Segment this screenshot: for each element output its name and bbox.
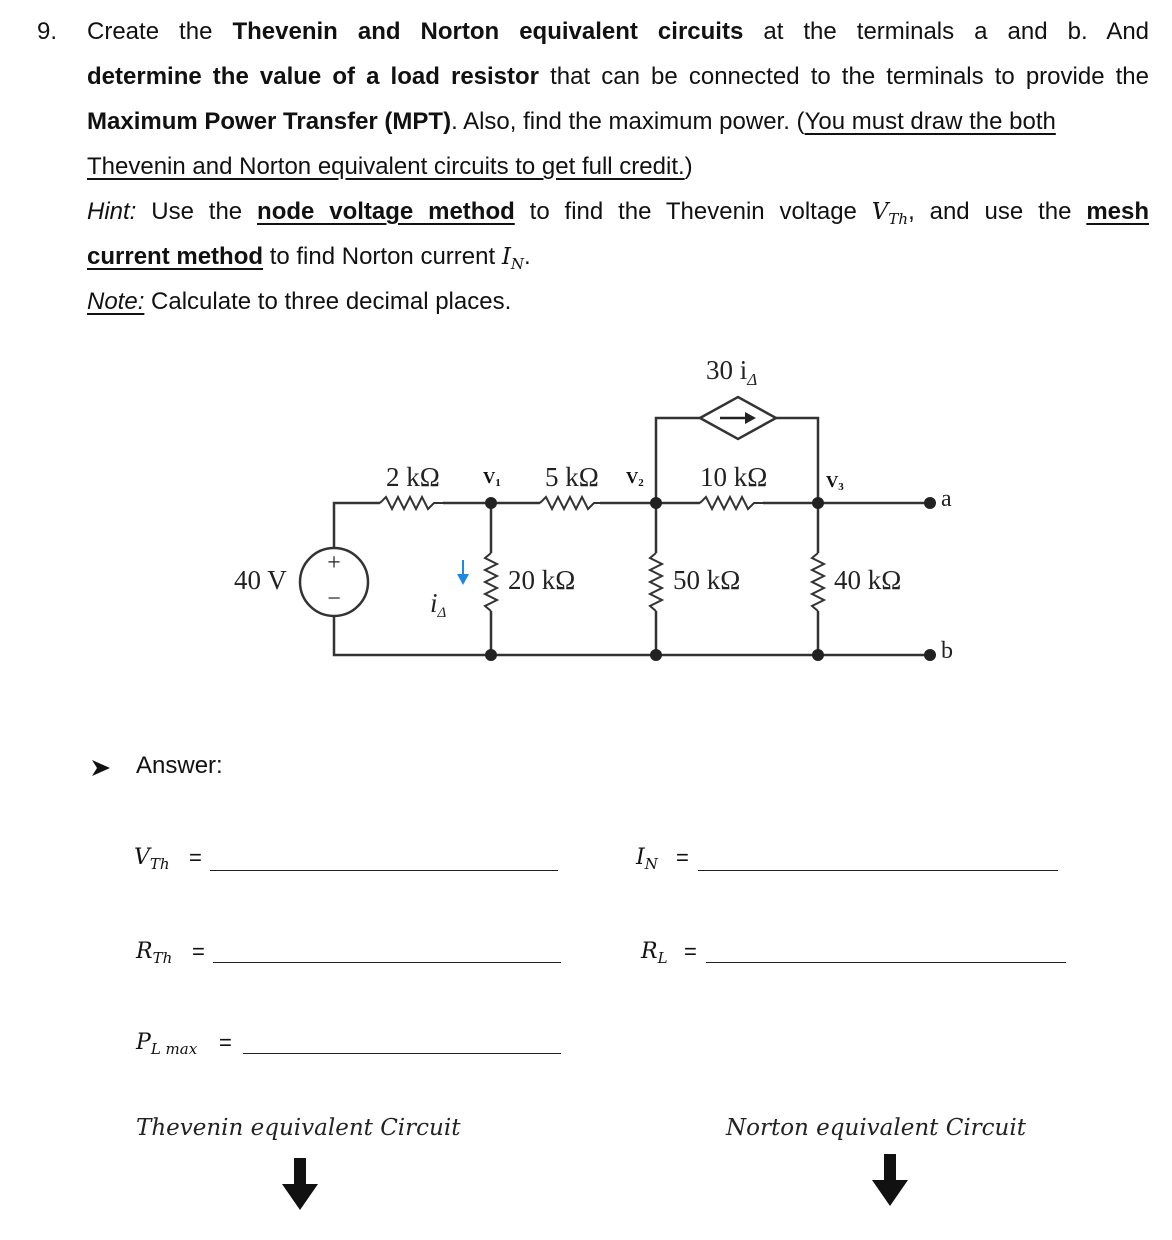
resistor-2k	[380, 497, 443, 509]
hint-line-1: Hint: Use the node voltage method to find the Thevenin voltage $V_{Th}$, and use the mesh	[87, 198, 1150, 228]
problem-line-3: Maximum Power Transfer (MPT). Also, find the maximum power. (You must draw the both	[87, 108, 1056, 135]
dependent-source-label: 30 $i_\Delta$	[706, 355, 758, 389]
note-line: Note: Calculate to three decimal places.	[87, 288, 512, 315]
resistor-10k	[700, 497, 763, 509]
resistor-5k	[540, 497, 600, 509]
norton-down-arrow-icon	[870, 1154, 910, 1208]
problem-number: 9.	[37, 18, 58, 45]
in-answer-blank[interactable]	[698, 870, 1058, 871]
plmax-equals: =	[219, 1030, 232, 1055]
problem-line-1: Create the Thevenin and Norton equivalent circuits at the terminals a and b. And	[87, 18, 1150, 45]
resistor-40k-label: 40 kΩ	[834, 565, 902, 595]
in-label: $I_N$	[636, 845, 658, 873]
bullet-arrow-icon	[90, 758, 114, 778]
thevenin-down-arrow-icon	[280, 1158, 320, 1212]
resistor-20k-label: 20 kΩ	[508, 565, 576, 595]
in-equals: =	[676, 845, 689, 870]
circuit-wires	[334, 418, 930, 655]
rl-equals: =	[684, 939, 697, 964]
hint-line-2: current method to find Norton current $I_N$.	[87, 243, 531, 273]
vth-answer-blank[interactable]	[210, 870, 558, 871]
rth-equals: =	[192, 939, 205, 964]
circuit-diagram	[0, 340, 1172, 700]
rl-label: $R_L$	[641, 939, 668, 967]
norton-caption: Norton equivalent Circuit	[726, 1115, 1026, 1141]
rth-answer-blank[interactable]	[213, 962, 561, 963]
arrow-down-icon	[457, 574, 469, 585]
rth-label: $R_{Th}$	[136, 939, 173, 967]
minus-sign: −	[327, 586, 341, 612]
problem-line-2: determine the value of a load resistor that can be connected to the terminals to provide the	[87, 63, 1150, 90]
rl-answer-blank[interactable]	[706, 962, 1066, 963]
problem-line-4: Thevenin and Norton equivalent circuits to get full credit.)	[87, 153, 693, 180]
resistor-10k-label: 10 kΩ	[700, 462, 768, 492]
vth-equals: =	[189, 845, 202, 870]
terminal-a-label: a	[941, 486, 952, 512]
node-v3-label: V3	[826, 472, 844, 493]
resistor-40k	[812, 553, 824, 611]
vth-label: $V_{Th}$	[134, 845, 170, 873]
resistor-2k-label: 2 kΩ	[386, 462, 440, 492]
node-v2-label: V2	[626, 468, 644, 489]
plmax-answer-blank[interactable]	[243, 1053, 561, 1054]
thevenin-caption: Thevenin equivalent Circuit	[136, 1115, 461, 1141]
plmax-label: $P_{L max}$	[136, 1030, 198, 1058]
current-i-delta-label: iΔ	[430, 588, 447, 621]
voltage-source-label: 40 V	[234, 565, 287, 595]
resistor-50k-label: 50 kΩ	[673, 565, 741, 595]
answer-heading: Answer:	[136, 752, 223, 779]
resistor-5k-label: 5 kΩ	[545, 462, 599, 492]
terminal-b-label: b	[941, 638, 953, 664]
plus-sign: +	[327, 550, 341, 576]
resistor-50k	[650, 553, 662, 611]
node-v1-label: V1	[483, 468, 501, 489]
resistor-20k	[485, 553, 497, 611]
